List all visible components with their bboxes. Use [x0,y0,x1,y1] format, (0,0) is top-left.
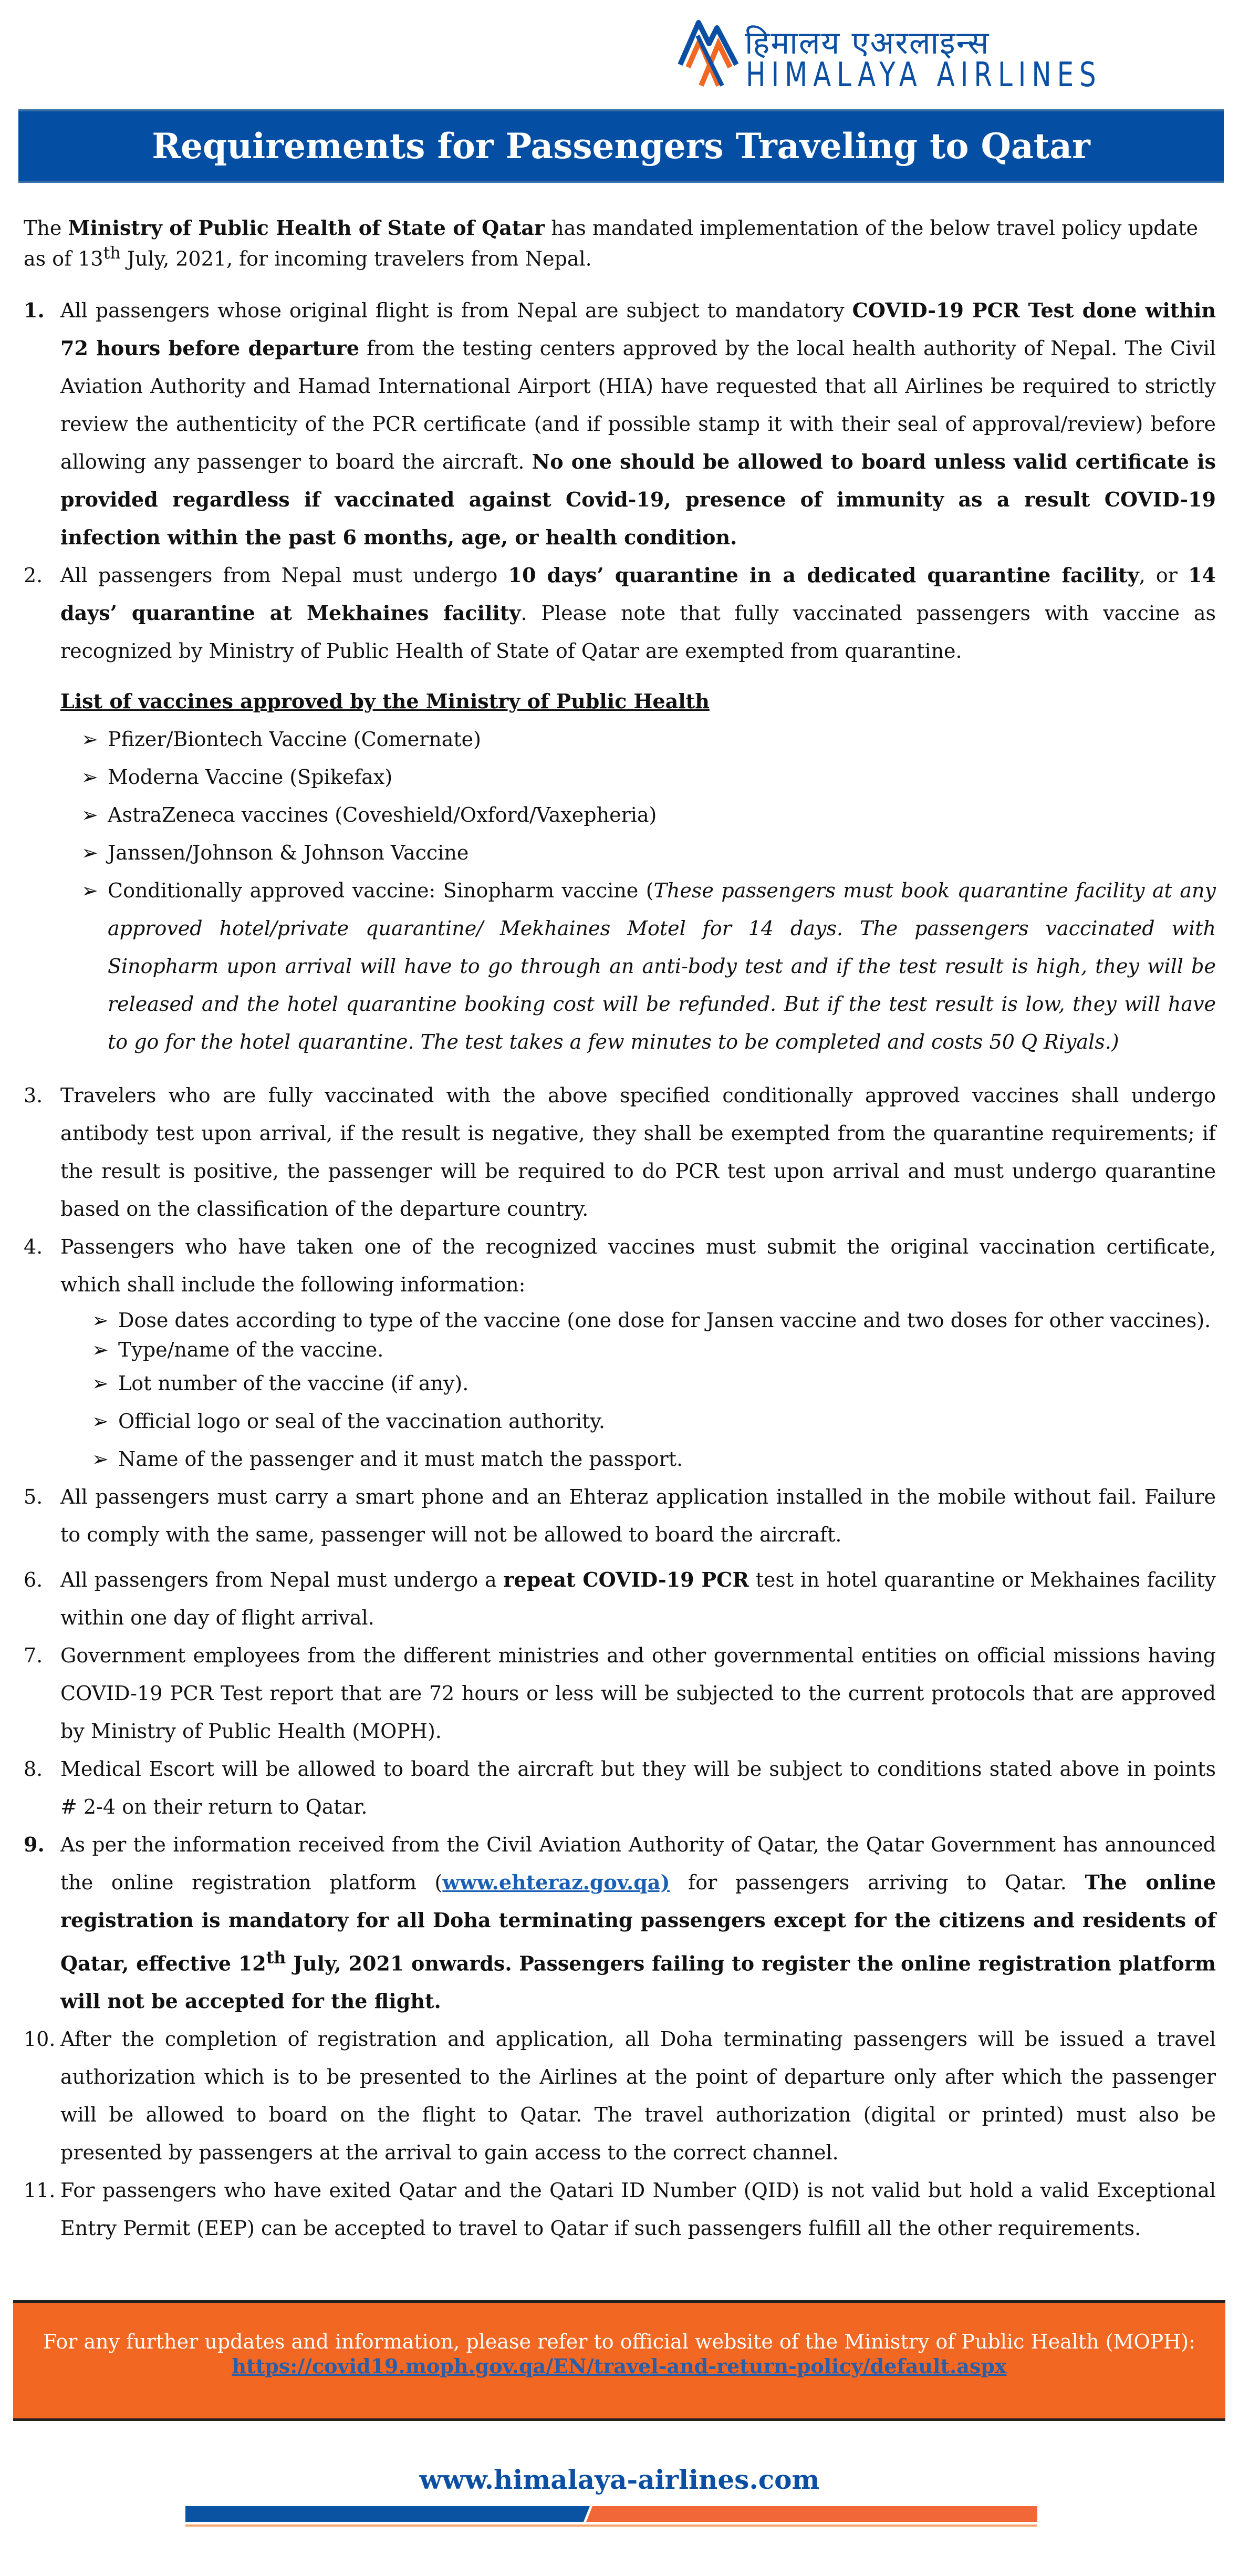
airline-website-link[interactable]: www.himalaya-airlines.com [419,2464,820,2495]
requirement-item-11 [24,2171,1216,2247]
item-number: 7. [24,1643,43,1667]
item-number: 2. [24,563,43,587]
certificate-info-text: Lot number of the vaccine (if any). [118,1371,469,1395]
vaccine-list-item-conditional [81,872,1216,1061]
item-text: For passengers who have exited Qatar and the Qatari ID Number (QID) is not valid but hold a valid Exceptional Entry Permit (EEP) can be accepted to travel to Qatar if such passengers fulfill all the other requirements. [60,2179,1216,2240]
sinopharm-note: These passengers must book quarantine facility at any approved hotel/private quarantine/ Mekhaines Motel for 14 days. The passengers vaccinated with Sinopharm upon arrival will have to go through an anti-body test and if the test result is high, they will be released and the hotel quarantine booking cost will be refunded. But if the test result is low, they will have to go for the hotel quarantine. The test takes a few minutes to be completed and costs 50 Q Riyals.) [108,878,1216,1053]
intro-ministry: Ministry of Public Health of State of Qatar [68,216,545,240]
certificate-info-list [24,1306,1216,1478]
certificate-info-item [92,1335,1216,1364]
item-text: from the testing centers approved by the local health authority of Nepal. The Civil Aviation Authority and Hamad International Airport (HIA) have requested that all Airlines be required to strictly review the authenticity of the PCR certificate (and if possible stamp it with their seal of approval/review) before allowing any passenger to board the aircraft. [60,336,1216,473]
arrow-bullet-icon: ➢ [92,1308,109,1332]
moph-policy-link[interactable]: https://covid19.moph.gov.qa/EN/travel-and-return-policy/default.aspx [232,2354,1007,2378]
arrow-bullet-icon: ➢ [81,841,98,864]
logo-english-text: HIMALAYA AIRLINES [746,56,1102,95]
page-title: Requirements for Passengers Traveling to Qatar [152,126,1090,167]
item-bold-text: COVID-19 PCR Test done within 72 hours before departure [60,298,1216,360]
title-banner [18,109,1224,183]
requirement-item-8 [24,1750,1216,1826]
vaccine-list-item [81,834,1216,872]
certificate-info-text: Name of the passenger and it must match the passport. [118,1447,683,1471]
certificate-info-item [92,1364,1216,1402]
certificate-info-item [92,1402,1216,1440]
item-bold-text: 10 days’ quarantine in a dedicated quarantine facility [508,563,1139,587]
spacer [24,1554,1216,1561]
arrow-bullet-icon: ➢ [81,803,98,826]
requirement-item-3 [24,1077,1216,1228]
item-number: 8. [24,1757,43,1781]
requirement-item-9 [24,1826,1216,2021]
arrow-bullet-icon: ➢ [81,878,98,902]
vaccine-list-heading: List of vaccines approved by the Ministry of Public Health [60,689,710,713]
item-text: All passengers from Nepal must undergo a [60,1568,504,1591]
vaccine-list-item [81,796,1216,834]
intro-sup: th [103,244,121,263]
item-text: for passengers arriving to Qatar. [670,1870,1085,1894]
item-text: Government employees from the different ministries and other governmental entities on official missions having COVID-19 PCR Test report that are 72 hours or less will be subjected to the current protocols that are approved by Ministry of Public Health (MOPH). [60,1643,1216,1743]
item-number: 4. [24,1235,43,1258]
document-body [24,215,1216,2247]
vaccine-name: AstraZeneca vaccines (Coveshield/Oxford/Vaxepheria) [108,803,657,826]
item-text: As per the information received from the Civil Aviation Authority of Qatar, the Qatar Government has announced the online registration platform ( [60,1833,1216,1894]
brand-stripe [185,2506,1037,2527]
item-number: 5. [24,1485,43,1508]
requirement-item-2 [24,556,1216,670]
item-sup: th [266,1948,286,1968]
vaccine-list-item [81,720,1216,758]
mountain-logo-icon [678,15,741,88]
vaccine-name: Conditionally approved vaccine: Sinopharm vaccine ( [108,878,654,902]
item-text: All passengers from Nepal must undergo [60,563,508,587]
logo-hindi-text: हिमालय एअरलाइन्स [745,25,990,61]
item-number: 3. [24,1083,43,1107]
vaccine-name: Janssen/Johnson & Johnson Vaccine [108,841,469,864]
moph-info-text: For any further updates and information, please refer to official website of the Ministry of Public Health (MOPH): [43,2330,1195,2353]
arrow-bullet-icon: ➢ [92,1447,109,1471]
intro-text: has mandated implementation of the below travel policy update as of 13 [24,216,1199,271]
orange-underline [185,2525,1037,2527]
certificate-info-item [92,1440,1216,1478]
arrow-bullet-icon: ➢ [81,765,98,789]
intro-text: July, 2021, for incoming travelers from Nepal. [120,247,592,271]
himalaya-airlines-logo [678,9,1234,94]
requirement-item-6 [24,1561,1216,1637]
requirement-item-1 [24,292,1216,556]
intro-text: The [24,216,68,240]
item-text: All passengers whose original flight is from Nepal are subject to mandatory [60,298,852,322]
certificate-info-text: Type/name of the vaccine. [118,1338,384,1361]
requirement-item-4 [24,1228,1216,1303]
item-text: Passengers who have taken one of the recognized vaccines must submit the original vaccination certificate, which shall include the following information: [60,1235,1216,1296]
item-text: All passengers must carry a smart phone and an Ehteraz application installed in the mobile without fail. Failure to comply with the same, passenger will not be allowed to board the aircraft. [60,1485,1216,1546]
item-bold-text: No one should be allowed to board unless valid certificate is provided regardless if vaccinated against Covid-19, presence of immunity as a result COVID-19 infection within the past 6 months, age, or health condition. [60,449,1216,549]
arrow-bullet-icon: ➢ [81,727,98,751]
item-bold-text: The online registration is mandatory for all Doha terminating passengers except for the citizens and residents of Qatar, effective 12 [60,1870,1216,1975]
vaccine-list-item [81,758,1216,796]
vaccine-name: Moderna Vaccine (Spikefax) [108,765,393,789]
brand-stripe-graphic [185,2506,1037,2527]
requirement-item-10 [24,2020,1216,2171]
arrow-bullet-icon: ➢ [92,1371,109,1395]
arrow-bullet-icon: ➢ [92,1338,109,1361]
requirement-item-5 [24,1478,1216,1554]
item-text: Medical Escort will be allowed to board the aircraft but they will be subject to conditions stated above in points # 2-4 on their return to Qatar. [60,1757,1216,1818]
item-bold-text: 14 days’ quarantine at Mekhaines facility [60,563,1216,625]
vaccine-list [24,720,1216,1061]
vaccine-name: Pfizer/Biontech Vaccine (Comernate) [108,727,481,751]
moph-info-box [13,2300,1225,2421]
item-text: Travelers who are fully vaccinated with the above specified conditionally approved vaccines shall undergo antibody test upon arrival, if the result is negative, they shall be exempted from the quarantine requirements; if the result is positive, the passenger will be required to do PCR test upon arrival and must undergo quarantine based on the classification of the departure country. [60,1083,1216,1220]
ehteraz-link[interactable]: www.ehteraz.gov.qa) [442,1870,670,1894]
item-text: After the completion of registration and application, all Doha terminating passengers will be issued a travel authorization which is to be presented to the Airlines at the point of departure only after which the passenger will be allowed to board on the flight to Qatar. The travel authorization (digital or printed) must also be presented by passengers at the arrival to gain access to the correct channel. [60,2027,1216,2165]
item-text: , or [1139,563,1189,587]
certificate-info-item [92,1306,1216,1335]
arrow-bullet-icon: ➢ [92,1409,109,1433]
item-number: 9. [24,1832,45,1856]
spacer [24,1061,1216,1077]
item-text: . Please note that fully vaccinated passengers with vaccine as recognized by Ministry of Public Health of State of Qatar are exempted from quarantine. [60,601,1216,663]
requirement-item-7 [24,1637,1216,1750]
item-number: 6. [24,1568,43,1591]
item-number: 11. [24,2179,56,2202]
item-number: 10. [24,2027,56,2051]
item-text: test in hotel quarantine or Mekhaines facility within one day of flight arrival. [60,1568,1216,1629]
item-bold-text: July, 2021 onwards. Passengers failing to register the online registration platform will not be accepted for the flight. [60,1951,1216,2013]
blue-stripe [185,2506,590,2522]
orange-stripe [586,2506,1037,2522]
certificate-info-text: Dose dates according to type of the vaccine (one dose for Jansen vaccine and two doses for other vaccines). [118,1308,1211,1332]
certificate-info-text: Official logo or seal of the vaccination authority. [118,1409,605,1433]
item-number: 1. [24,298,45,322]
intro-paragraph [24,215,1216,272]
item-bold-text: repeat COVID-19 PCR [503,1567,749,1591]
